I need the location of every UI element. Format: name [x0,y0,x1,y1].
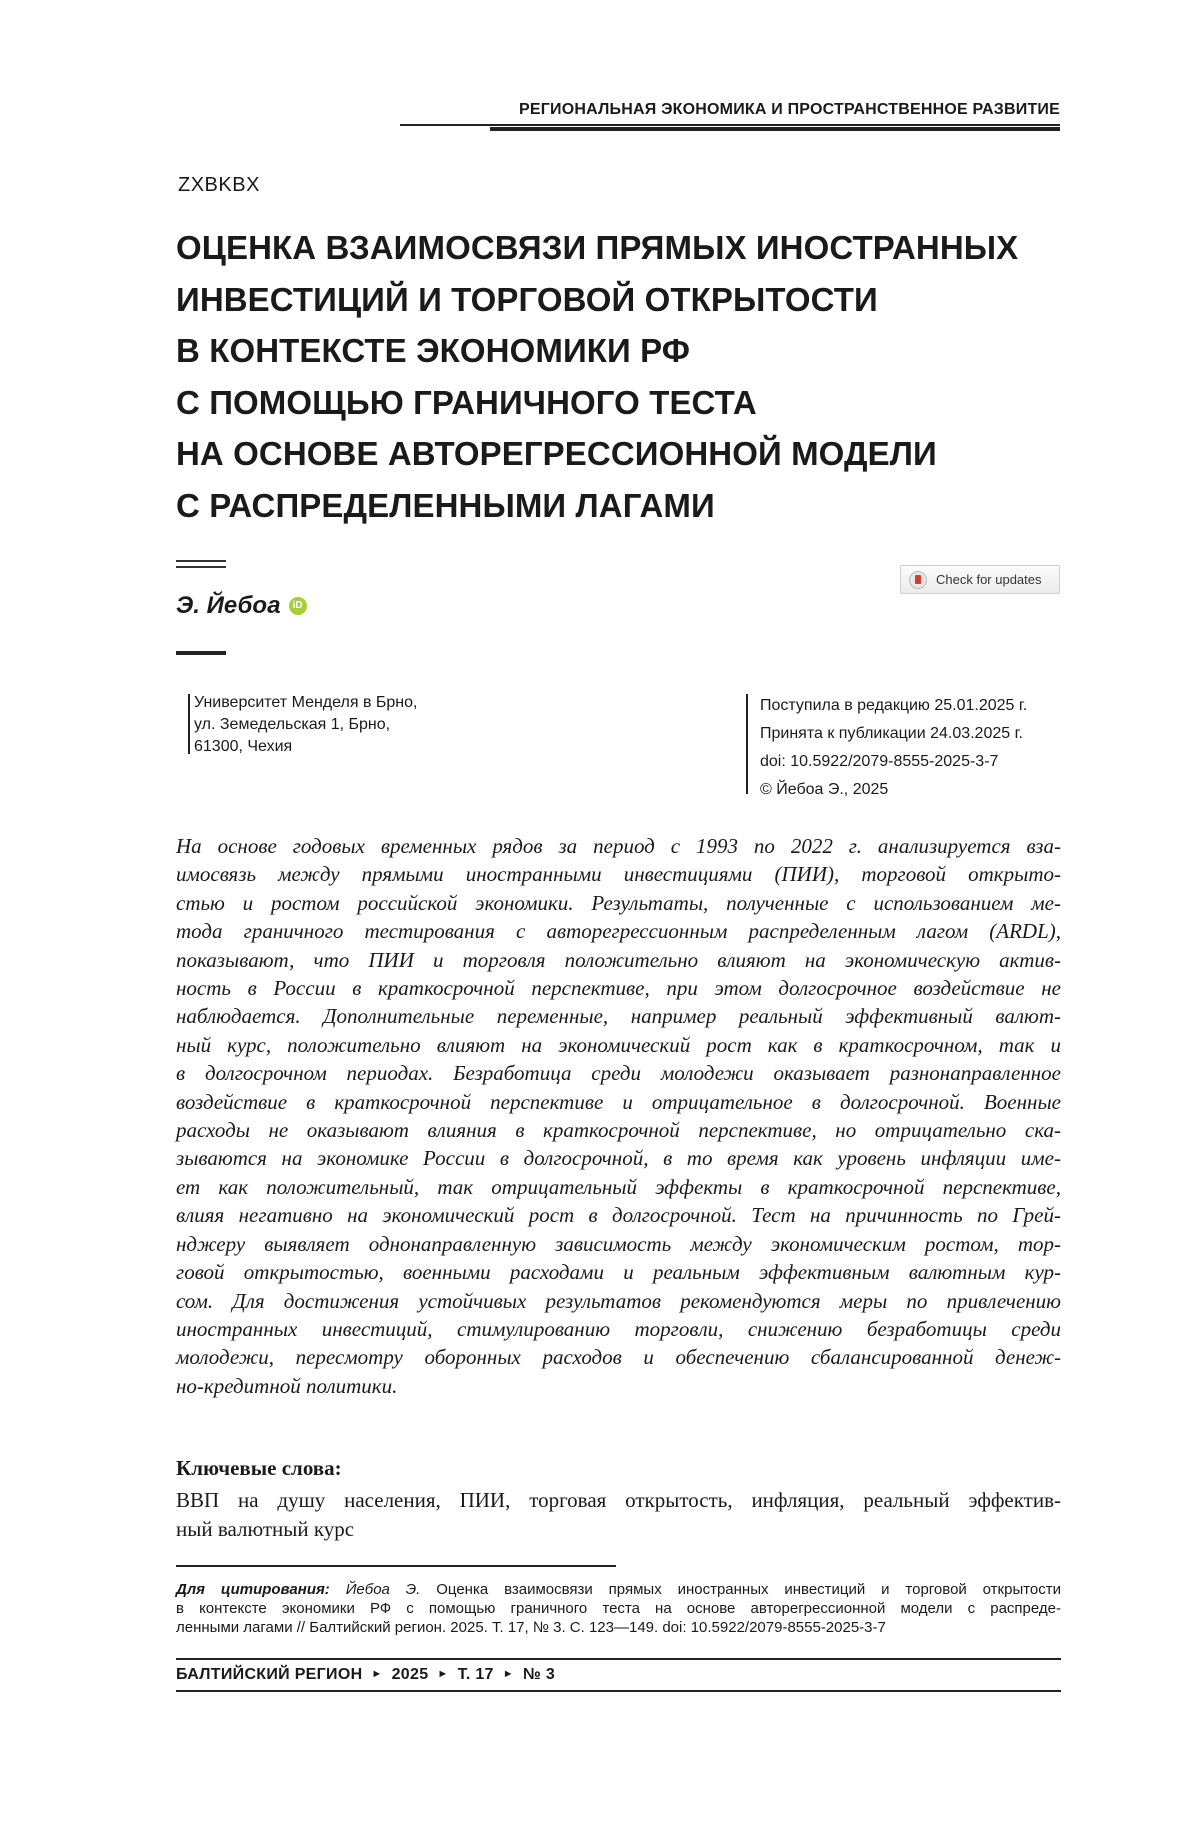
article-title [176,222,1076,531]
header-rule-thick [490,127,1060,131]
abstract-line: ный курс, положительно влияют на экономический рост как в краткосрочном, так и [176,1032,1061,1057]
title-line: С ПОМОЩЬЮ ГРАНИЧНОГО ТЕСТА [176,383,757,421]
check-updates-button[interactable] [900,565,1060,594]
affiliation [194,692,514,758]
abstract-line: нджеру выявляет однонаправленную зависимость между экономическим ростом, тор- [176,1231,1061,1256]
affiliation-bar [188,694,190,754]
citation [176,1580,1061,1637]
title-line: НА ОСНОВЕ АВТОРЕГРЕССИОННОЙ МОДЕЛИ [176,435,937,472]
abstract-line: ет как положительный, так отрицательный эффекты в краткосрочной перспективе, [176,1174,1061,1199]
abstract-line: На основе годовых временных рядов за период с 1993 по 2022 г. анализируется вза- [176,834,1061,858]
citation-line: в контексте экономики РФ с помощью граничного теста на основе авторегрессионной модели с распреде- [176,1600,1061,1617]
dates-bar [746,694,748,794]
abstract-line: в долгосрочном периодах. Безработица среди молодежи оказывает разнонаправленное [176,1061,1061,1086]
abstract-line: тода граничного тестирования с авторегрессионным распределенным лагом (ARDL), [176,919,1061,944]
title-line: ОЦЕНКА ВЗАИМОСВЯЗИ ПРЯМЫХ ИНОСТРАННЫХ [176,229,1019,266]
citation-label: Для цитирования: [176,1581,330,1598]
abstract-line: расходы не оказывают влияния в краткосрочной перспективе, но отрицательно ска- [176,1118,1061,1143]
arrow-right-icon: ► [502,1668,514,1680]
journal-footer [176,1666,555,1684]
affiliation-line: 61300, Чехия [194,738,293,755]
citation-line [176,1580,1061,1599]
keywords-line: ный валютный курс [176,1517,355,1541]
abstract-line: стью и ростом российской экономики. Результаты, полученные с использованием ме- [176,890,1061,915]
author-separator [176,651,226,655]
title-line: ИНВЕСТИЦИЙ И ТОРГОВОЙ ОТКРЫТОСТИ [176,280,878,318]
abstract-line: ность в России в краткосрочной перспективе, при этом долгосрочное воздействие не [176,976,1061,1001]
title-separator [176,560,226,562]
keywords-title: Ключевые слова: [176,1456,342,1480]
title-line: С РАСПРЕДЕЛЕННЫМИ ЛАГАМИ [176,486,715,524]
orcid-icon[interactable]: iD [289,597,307,615]
citation-separator [176,1565,616,1567]
journal-name: БАЛТИЙСКИЙ РЕГИОН [176,1666,363,1683]
header-rule-thin [400,124,1060,126]
keywords [176,1486,1061,1544]
received-date: Поступила в редакцию 25.01.2025 г. [760,697,1028,714]
abstract [176,832,1061,1400]
keywords-line: ВВП на душу населения, ПИИ, торговая открытость, инфляция, реальный эффектив- [176,1488,1061,1512]
affiliation-line: ул. Земедельская 1, Брно, [194,716,391,733]
abstract-line: сом. Для достижения устойчивых результатов рекомендуются меры по привлечению [176,1288,1061,1313]
abstract-line: зываются на экономике России в долгосрочной, в то время как уровень инфляции име- [176,1146,1061,1171]
udc-code: ZXBKBX [178,174,260,196]
title-separator [176,566,226,568]
arrow-right-icon: ► [371,1668,383,1680]
affiliation-line: Университет Менделя в Брно, [194,694,418,711]
author-name: Э. Йебоа [176,592,281,619]
abstract-line: воздействие в краткосрочной перспективе и отрицательное в долгосрочной. Военные [176,1089,1061,1114]
arrow-right-icon: ► [437,1668,449,1680]
journal-year: 2025 [391,1666,429,1683]
accepted-date: Принята к публикации 24.03.2025 г. [760,725,1023,742]
abstract-line: имосвязь между прямыми иностранными инвестициями (ПИИ), торговой открыто- [176,862,1061,887]
abstract-line: молодежи, пересмотру оборонных расходов и обеспечению сбалансированной денеж- [176,1345,1061,1370]
author [176,592,307,620]
abstract-line: но-кредитной политики. [176,1373,398,1398]
abstract-line: показывают, что ПИИ и торговля положительно влияют на экономическую актив- [176,947,1061,972]
abstract-line: говой открытостью, военными расходами и реальным эффективным валютным кур- [176,1260,1061,1285]
bookmark-icon [909,571,927,589]
journal-issue: № 3 [522,1666,556,1683]
footer-rule-top [176,1658,1061,1660]
check-updates-label: Check for updates [936,572,1042,587]
abstract-line: влияя негативно на экономический рост в долгосрочной. Тест на причинность по Грей- [176,1203,1061,1228]
running-header: РЕГИОНАЛЬНАЯ ЭКОНОМИКА И ПРОСТРАНСТВЕННОЕ РАЗВИТИЕ [519,101,1060,118]
publication-dates [760,692,1070,804]
citation-author: Йебоа Э. [345,1581,421,1598]
citation-line: ленными лагами // Балтийский регион. 2025. Т. 17, № 3. С. 123—149. doi: 10.5922/2079-8555-2025-3-7 [176,1619,886,1636]
abstract-line: иностранных инвестиций, стимулированию торговли, снижению безработицы среди [176,1316,1061,1341]
abstract-line: наблюдается. Дополнительные переменные, например реальный эффективный валют- [176,1004,1061,1029]
footer-rule-bottom [176,1690,1061,1692]
doi[interactable]: doi: 10.5922/2079-8555-2025-3-7 [760,753,999,770]
copyright: © Йебоа Э., 2025 [760,781,889,798]
journal-volume: Т. 17 [457,1666,494,1683]
title-line: В КОНТЕКСТЕ ЭКОНОМИКИ РФ [176,332,691,369]
citation-text: Оценка взаимосвязи прямых иностранных инвестиций и торговой открытости [436,1581,1062,1598]
